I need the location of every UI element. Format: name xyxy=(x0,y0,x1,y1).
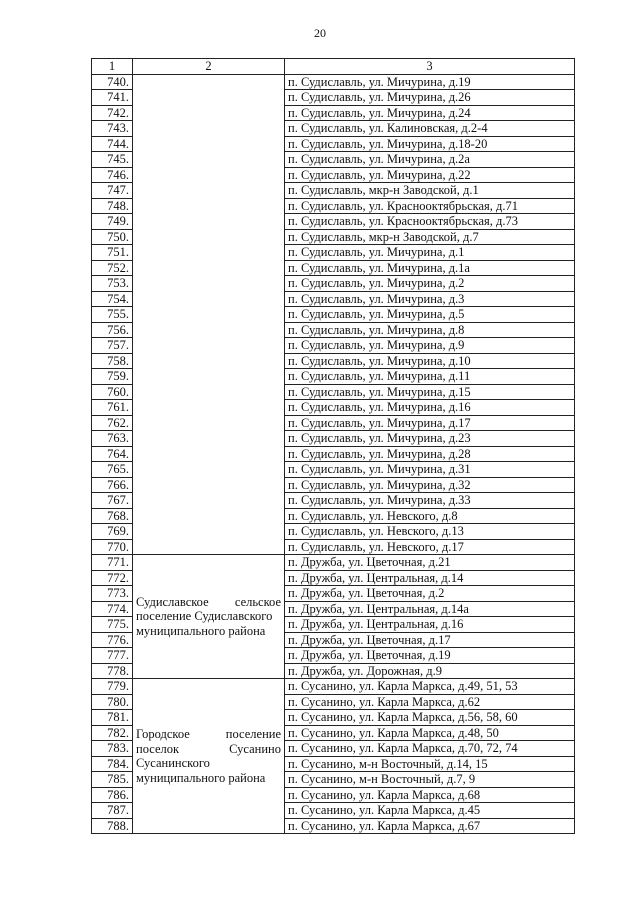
address-cell: п. Дружба, ул. Дорожная, д.9 xyxy=(285,663,575,679)
address-cell: п. Судиславль, ул. Мичурина, д.18-20 xyxy=(285,136,575,152)
table-row xyxy=(92,555,575,571)
address-cell: п. Дружба, ул. Цветочная, д.2 xyxy=(285,586,575,602)
address-cell: п. Сусанино, м-н Восточный, д.7, 9 xyxy=(285,772,575,788)
address-cell: п. Сусанино, ул. Карла Маркса, д.68 xyxy=(285,787,575,803)
address-cell: п. Судиславль, ул. Невского, д.17 xyxy=(285,539,575,555)
address-cell: п. Дружба, ул. Цветочная, д.21 xyxy=(285,555,575,571)
row-number: 781. xyxy=(92,710,133,726)
address-cell: п. Судиславль, ул. Мичурина, д.32 xyxy=(285,477,575,493)
municipality-line: Городское поселение xyxy=(136,727,281,741)
row-number: 769. xyxy=(92,524,133,540)
header-col-2: 2 xyxy=(133,59,285,75)
address-cell: п. Судиславль, ул. Мичурина, д.8 xyxy=(285,322,575,338)
header-col-1: 1 xyxy=(92,59,133,75)
address-cell: п. Судиславль, ул. Мичурина, д.26 xyxy=(285,90,575,106)
address-cell: п. Судиславль, ул. Мичурина, д.10 xyxy=(285,353,575,369)
header-row xyxy=(92,59,575,75)
row-number: 742. xyxy=(92,105,133,121)
row-number: 755. xyxy=(92,307,133,323)
address-cell: п. Судиславль, ул. Мичурина, д.28 xyxy=(285,446,575,462)
address-cell: п. Дружба, ул. Центральная, д.14а xyxy=(285,601,575,617)
row-number: 788. xyxy=(92,818,133,834)
row-number: 783. xyxy=(92,741,133,757)
table-row xyxy=(92,679,575,695)
row-number: 757. xyxy=(92,338,133,354)
address-cell: п. Дружба, ул. Цветочная, д.17 xyxy=(285,632,575,648)
row-number: 746. xyxy=(92,167,133,183)
municipality-line: поселение Судиславского xyxy=(136,609,273,624)
row-number: 751. xyxy=(92,245,133,261)
row-number: 780. xyxy=(92,694,133,710)
address-cell: п. Судиславль, ул. Мичурина, д.31 xyxy=(285,462,575,478)
row-number: 756. xyxy=(92,322,133,338)
municipality-line: Судиславское сельское xyxy=(136,594,281,609)
row-number: 745. xyxy=(92,152,133,168)
address-cell: п. Дружба, ул. Цветочная, д.19 xyxy=(285,648,575,664)
row-number: 744. xyxy=(92,136,133,152)
address-cell: п. Судиславль, ул. Невского, д.13 xyxy=(285,524,575,540)
municipality-line: Сусанинского xyxy=(136,756,210,770)
row-number: 761. xyxy=(92,400,133,416)
municipality-cell xyxy=(133,555,285,679)
row-number: 779. xyxy=(92,679,133,695)
row-number: 778. xyxy=(92,663,133,679)
row-number: 760. xyxy=(92,384,133,400)
row-number: 770. xyxy=(92,539,133,555)
address-cell: п. Судиславль, ул. Мичурина, д.1а xyxy=(285,260,575,276)
row-number: 766. xyxy=(92,477,133,493)
row-number: 759. xyxy=(92,369,133,385)
municipality-cell xyxy=(133,679,285,834)
address-cell: п. Судиславль, ул. Краснооктябрьская, д.73 xyxy=(285,214,575,230)
row-number: 785. xyxy=(92,772,133,788)
row-number: 777. xyxy=(92,648,133,664)
row-number: 747. xyxy=(92,183,133,199)
address-cell: п. Сусанино, м-н Восточный, д.14, 15 xyxy=(285,756,575,772)
address-cell: п. Судиславль, ул. Мичурина, д.15 xyxy=(285,384,575,400)
municipality-line: муниципального района xyxy=(136,770,266,785)
address-cell: п. Судиславль, ул. Мичурина, д.5 xyxy=(285,307,575,323)
address-cell: п. Судиславль, ул. Мичурина, д.11 xyxy=(285,369,575,385)
address-cell: п. Сусанино, ул. Карла Маркса, д.48, 50 xyxy=(285,725,575,741)
address-cell: п. Судиславль, ул. Невского, д.8 xyxy=(285,508,575,524)
address-cell: п. Судиславль, ул. Мичурина, д.22 xyxy=(285,167,575,183)
header-col-3: 3 xyxy=(285,59,575,75)
address-cell: п. Судиславль, ул. Мичурина, д.9 xyxy=(285,338,575,354)
address-cell: п. Судиславль, ул. Калиновская, д.2-4 xyxy=(285,121,575,137)
address-cell: п. Судиславль, ул. Мичурина, д.33 xyxy=(285,493,575,509)
row-number: 750. xyxy=(92,229,133,245)
row-number: 765. xyxy=(92,462,133,478)
table-body xyxy=(92,74,575,834)
address-cell: п. Сусанино, ул. Карла Маркса, д.67 xyxy=(285,818,575,834)
address-cell: п. Сусанино, ул. Карла Маркса, д.56, 58, 60 xyxy=(285,710,575,726)
row-number: 784. xyxy=(92,756,133,772)
address-cell: п. Судиславль, ул. Мичурина, д.16 xyxy=(285,400,575,416)
address-cell: п. Дружба, ул. Центральная, д.14 xyxy=(285,570,575,586)
row-number: 753. xyxy=(92,276,133,292)
address-cell: п. Судиславль, ул. Мичурина, д.17 xyxy=(285,415,575,431)
municipality-line: поселок Сусанино xyxy=(136,741,281,756)
address-cell: п. Судиславль, мкр-н Заводской, д.1 xyxy=(285,183,575,199)
address-table xyxy=(91,58,575,834)
row-number: 752. xyxy=(92,260,133,276)
municipality-cell xyxy=(133,74,285,555)
address-cell: п. Судиславль, ул. Мичурина, д.23 xyxy=(285,431,575,447)
address-cell: п. Судиславль, ул. Мичурина, д.2 xyxy=(285,276,575,292)
address-cell: п. Дружба, ул. Центральная, д.16 xyxy=(285,617,575,633)
row-number: 786. xyxy=(92,787,133,803)
address-cell: п. Сусанино, ул. Карла Маркса, д.45 xyxy=(285,803,575,819)
row-number: 762. xyxy=(92,415,133,431)
address-cell: п. Судиславль, ул. Мичурина, д.1 xyxy=(285,245,575,261)
row-number: 782. xyxy=(92,725,133,741)
address-cell: п. Судиславль, мкр-н Заводской, д.7 xyxy=(285,229,575,245)
row-number: 763. xyxy=(92,431,133,447)
row-number: 764. xyxy=(92,446,133,462)
row-number: 773. xyxy=(92,586,133,602)
address-cell: п. Судиславль, ул. Краснооктябрьская, д.71 xyxy=(285,198,575,214)
row-number: 743. xyxy=(92,121,133,137)
row-number: 787. xyxy=(92,803,133,819)
row-number: 749. xyxy=(92,214,133,230)
row-number: 754. xyxy=(92,291,133,307)
address-cell: п. Судиславль, ул. Мичурина, д.19 xyxy=(285,74,575,90)
address-cell: п. Сусанино, ул. Карла Маркса, д.62 xyxy=(285,694,575,710)
address-cell: п. Судиславль, ул. Мичурина, д.3 xyxy=(285,291,575,307)
address-cell: п. Судиславль, ул. Мичурина, д.24 xyxy=(285,105,575,121)
row-number: 748. xyxy=(92,198,133,214)
row-number: 768. xyxy=(92,508,133,524)
row-number: 740. xyxy=(92,74,133,90)
table-row xyxy=(92,74,575,90)
address-cell: п. Судиславль, ул. Мичурина, д.2а xyxy=(285,152,575,168)
row-number: 775. xyxy=(92,617,133,633)
municipality-line: муниципального района xyxy=(136,623,266,638)
address-cell: п. Сусанино, ул. Карла Маркса, д.49, 51, 53 xyxy=(285,679,575,695)
row-number: 774. xyxy=(92,601,133,617)
page-number: 20 xyxy=(314,26,326,40)
address-cell: п. Сусанино, ул. Карла Маркса, д.70, 72, 74 xyxy=(285,741,575,757)
row-number: 772. xyxy=(92,570,133,586)
table-header xyxy=(92,59,575,75)
row-number: 758. xyxy=(92,353,133,369)
row-number: 771. xyxy=(92,555,133,571)
row-number: 741. xyxy=(92,90,133,106)
row-number: 767. xyxy=(92,493,133,509)
row-number: 776. xyxy=(92,632,133,648)
